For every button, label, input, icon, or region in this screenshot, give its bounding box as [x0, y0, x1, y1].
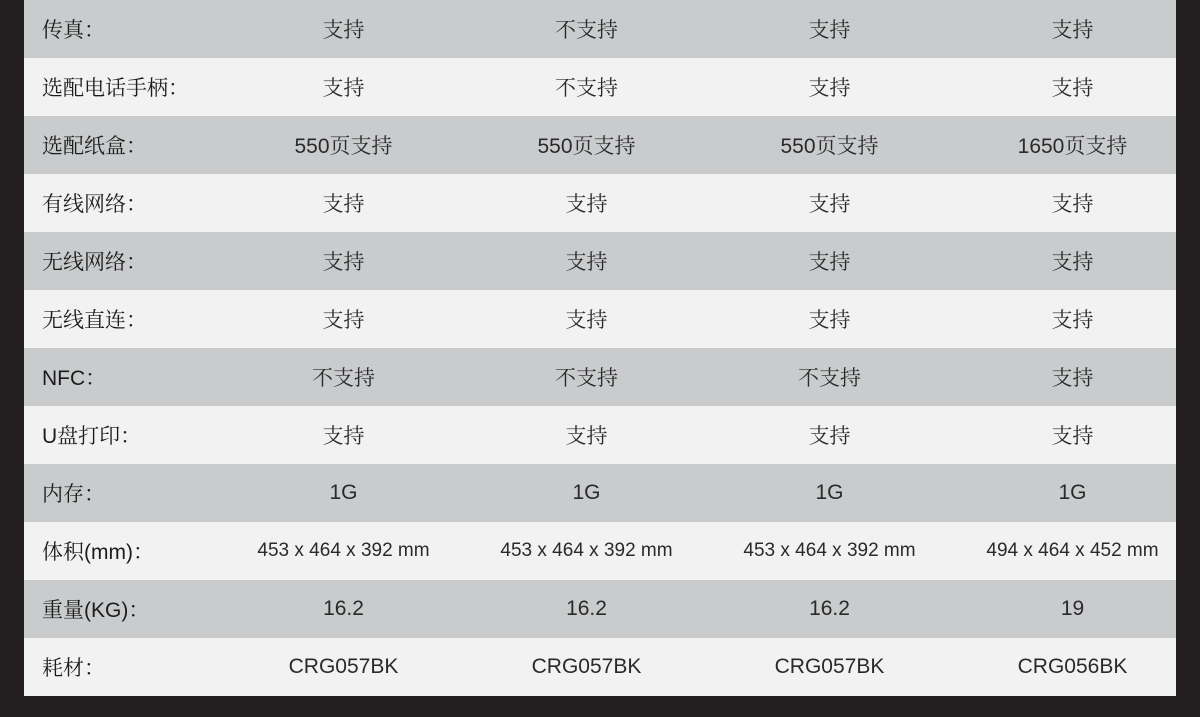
spec-value: 支持 — [565, 309, 608, 332]
spec-value: 支持 — [322, 309, 365, 332]
spec-label: U盘打印： — [42, 425, 142, 448]
spec-value: CRG057BK — [288, 655, 399, 678]
spec-value: CRG057BK — [774, 655, 885, 678]
spec-value: 支持 — [808, 19, 851, 42]
spec-value: 1G — [815, 481, 844, 504]
spec-value: 1G — [329, 481, 358, 504]
table-row — [24, 174, 1176, 232]
spec-value: 支持 — [808, 77, 851, 100]
spec-value: 支持 — [322, 425, 365, 448]
table-row — [24, 0, 1176, 58]
spec-value: 支持 — [1051, 77, 1094, 100]
spec-label: 体积(mm)： — [42, 541, 154, 564]
spec-value: 支持 — [1051, 19, 1094, 42]
spec-value: CRG056BK — [1017, 655, 1128, 678]
spec-value: 支持 — [1051, 367, 1094, 390]
spec-value: 16.2 — [323, 597, 364, 620]
table-row — [24, 116, 1176, 174]
spec-label: 无线网络： — [42, 251, 147, 274]
spec-label: 传真： — [42, 19, 105, 42]
spec-value: 550页支持 — [780, 135, 879, 158]
spec-value: 支持 — [808, 251, 851, 274]
spec-value: 不支持 — [555, 77, 618, 100]
table-row — [24, 58, 1176, 116]
spec-value: 19 — [1060, 597, 1085, 620]
spec-label: 选配电话手柄： — [42, 77, 189, 100]
spec-value: 支持 — [322, 77, 365, 100]
table-row — [24, 290, 1176, 348]
table-row — [24, 232, 1176, 290]
spec-label: 选配纸盒： — [42, 135, 147, 158]
table-row — [24, 406, 1176, 464]
spec-value: 支持 — [565, 425, 608, 448]
spec-label: NFC： — [42, 367, 107, 390]
spec-label: 内存： — [42, 483, 105, 506]
printer-spec-table — [24, 0, 1176, 696]
spec-value: 550页支持 — [294, 135, 393, 158]
spec-value: 1G — [1058, 481, 1087, 504]
spec-value: 支持 — [808, 193, 851, 216]
spec-label: 耗材： — [42, 657, 105, 680]
spec-value: 1650页支持 — [1017, 135, 1128, 158]
spec-value: 支持 — [565, 193, 608, 216]
spec-value: 1G — [572, 481, 601, 504]
table-row — [24, 638, 1176, 696]
spec-value: 453 x 464 x 392 mm — [257, 540, 430, 561]
spec-value: CRG057BK — [531, 655, 642, 678]
table-row — [24, 580, 1176, 638]
spec-value: 支持 — [1051, 309, 1094, 332]
spec-value: 16.2 — [809, 597, 850, 620]
spec-value: 不支持 — [312, 367, 375, 390]
spec-value: 16.2 — [566, 597, 607, 620]
spec-value: 不支持 — [555, 367, 618, 390]
spec-value: 支持 — [322, 19, 365, 42]
spec-value: 支持 — [1051, 193, 1094, 216]
table-row — [24, 522, 1176, 580]
spec-value: 不支持 — [798, 367, 861, 390]
table-row — [24, 348, 1176, 406]
spec-value: 不支持 — [555, 19, 618, 42]
spec-value: 支持 — [565, 251, 608, 274]
spec-table-container — [24, 0, 1176, 717]
table-row — [24, 464, 1176, 522]
spec-label: 有线网络： — [42, 193, 147, 216]
spec-table-body — [24, 0, 1176, 696]
spec-value: 支持 — [1051, 251, 1094, 274]
spec-value: 支持 — [322, 193, 365, 216]
spec-value: 支持 — [1051, 425, 1094, 448]
spec-label: 无线直连： — [42, 309, 147, 332]
spec-value: 550页支持 — [537, 135, 636, 158]
spec-value: 453 x 464 x 392 mm — [500, 540, 673, 561]
spec-value: 453 x 464 x 392 mm — [743, 540, 916, 561]
spec-value: 支持 — [808, 425, 851, 448]
spec-value: 支持 — [808, 309, 851, 332]
spec-label: 重量(KG)： — [42, 599, 150, 622]
spec-value: 494 x 464 x 452 mm — [986, 540, 1159, 561]
spec-value: 支持 — [322, 251, 365, 274]
